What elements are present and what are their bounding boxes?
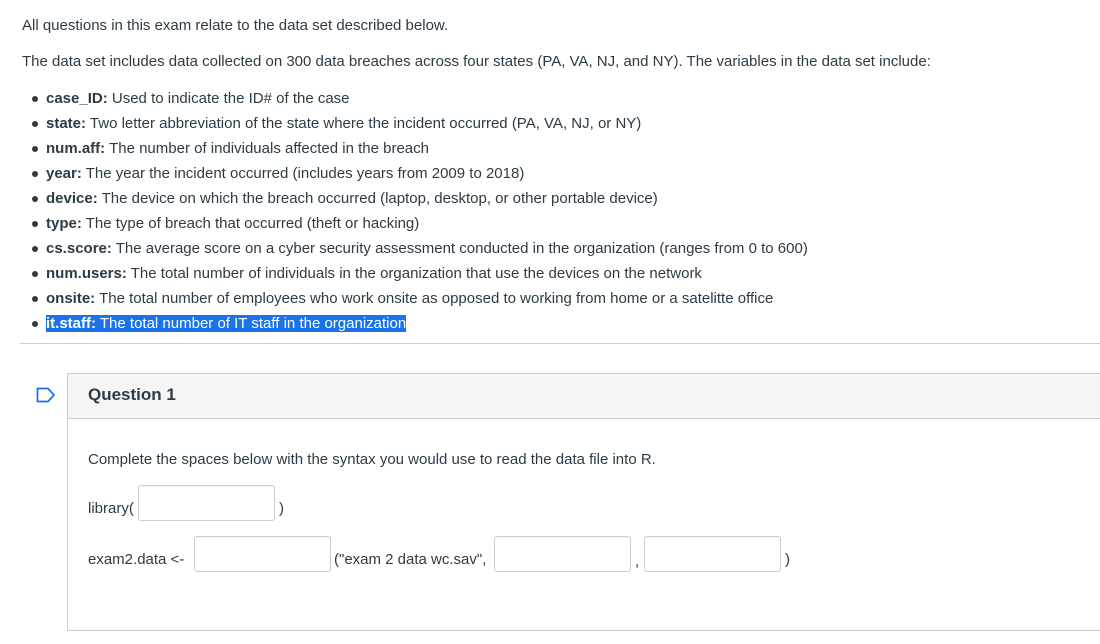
question-card: [67, 373, 1100, 631]
assignment-prefix: exam2.data <-: [88, 551, 185, 568]
bullet-icon: [32, 296, 38, 302]
text-selection: [46, 315, 406, 332]
bullet-icon: [32, 171, 38, 177]
bullet-icon: [32, 96, 38, 102]
variable-name: onsite:: [46, 290, 96, 307]
list-item: [30, 89, 808, 114]
variable-list: [30, 89, 808, 339]
bullet-icon: [32, 196, 38, 202]
variable-description: Two letter abbreviation of the state where the incident occurred (PA, VA, NJ, or NY): [86, 115, 642, 132]
list-item: [30, 164, 808, 189]
variable-description: The total number of IT staff in the organization: [96, 315, 407, 332]
bullet-icon: [32, 271, 38, 277]
intro-text: All questions in this exam relate to the data set described below.: [22, 17, 449, 34]
bullet-icon: [32, 121, 38, 127]
list-item-selected: [30, 314, 808, 339]
read-function-input[interactable]: [194, 536, 331, 572]
argument-one-input[interactable]: [494, 536, 631, 572]
variable-name: state:: [46, 115, 87, 132]
list-item: [30, 239, 808, 264]
list-item: [30, 139, 808, 164]
variable-name: num.aff:: [46, 140, 106, 157]
variable-description: The year the incident occurred (includes years from 2009 to 2018): [81, 165, 525, 182]
variable-description: The number of individuals affected in the breach: [105, 140, 429, 157]
variable-description: Used to indicate the ID# of the case: [107, 90, 350, 107]
variable-name: device:: [46, 190, 98, 207]
variable-name: case_ID:: [46, 90, 108, 107]
list-item: [30, 289, 808, 314]
variable-name: num.users:: [46, 265, 127, 282]
bullet-icon: [32, 246, 38, 252]
list-item: [30, 189, 808, 214]
flag-question-icon[interactable]: [36, 387, 56, 403]
list-item: [30, 264, 808, 289]
variable-description: The type of breach that occurred (theft or hacking): [81, 215, 420, 232]
list-item: [30, 114, 808, 139]
section-divider: [20, 343, 1100, 344]
variable-description: The average score on a cyber security assessment conducted in the organization (ranges from 0 to 600): [111, 240, 808, 257]
variable-description: The total number of employees who work onsite as opposed to working from home or a satelitte office: [95, 290, 774, 307]
variable-name: it.staff:: [46, 315, 96, 332]
bullet-icon: [32, 221, 38, 227]
variable-description: The total number of individuals in the organization that use the devices on the network: [126, 265, 702, 282]
question-header: [68, 374, 1100, 419]
variable-name: cs.score:: [46, 240, 112, 257]
bullet-icon: [32, 146, 38, 152]
bullet-icon: [32, 321, 38, 327]
variable-name: type:: [46, 215, 82, 232]
file-argument: ("exam 2 data wc.sav",: [334, 551, 487, 568]
dataset-description: The data set includes data collected on 300 data breaches across four states (PA, VA, NJ, and NY). The variables in the data set include:: [22, 53, 931, 70]
question-title: Question 1: [88, 385, 176, 404]
variable-description: The device on which the breach occurred (laptop, desktop, or other portable device): [97, 190, 658, 207]
comma-separator: ,: [635, 553, 640, 570]
call-suffix: ): [785, 551, 790, 568]
library-prefix: library(: [88, 500, 134, 517]
list-item: [30, 214, 808, 239]
library-suffix: ): [279, 500, 284, 517]
variable-name: year:: [46, 165, 82, 182]
argument-two-input[interactable]: [644, 536, 781, 572]
library-package-input[interactable]: [138, 485, 275, 521]
question-prompt: Complete the spaces below with the syntax you would use to read the data file into R.: [88, 451, 656, 468]
